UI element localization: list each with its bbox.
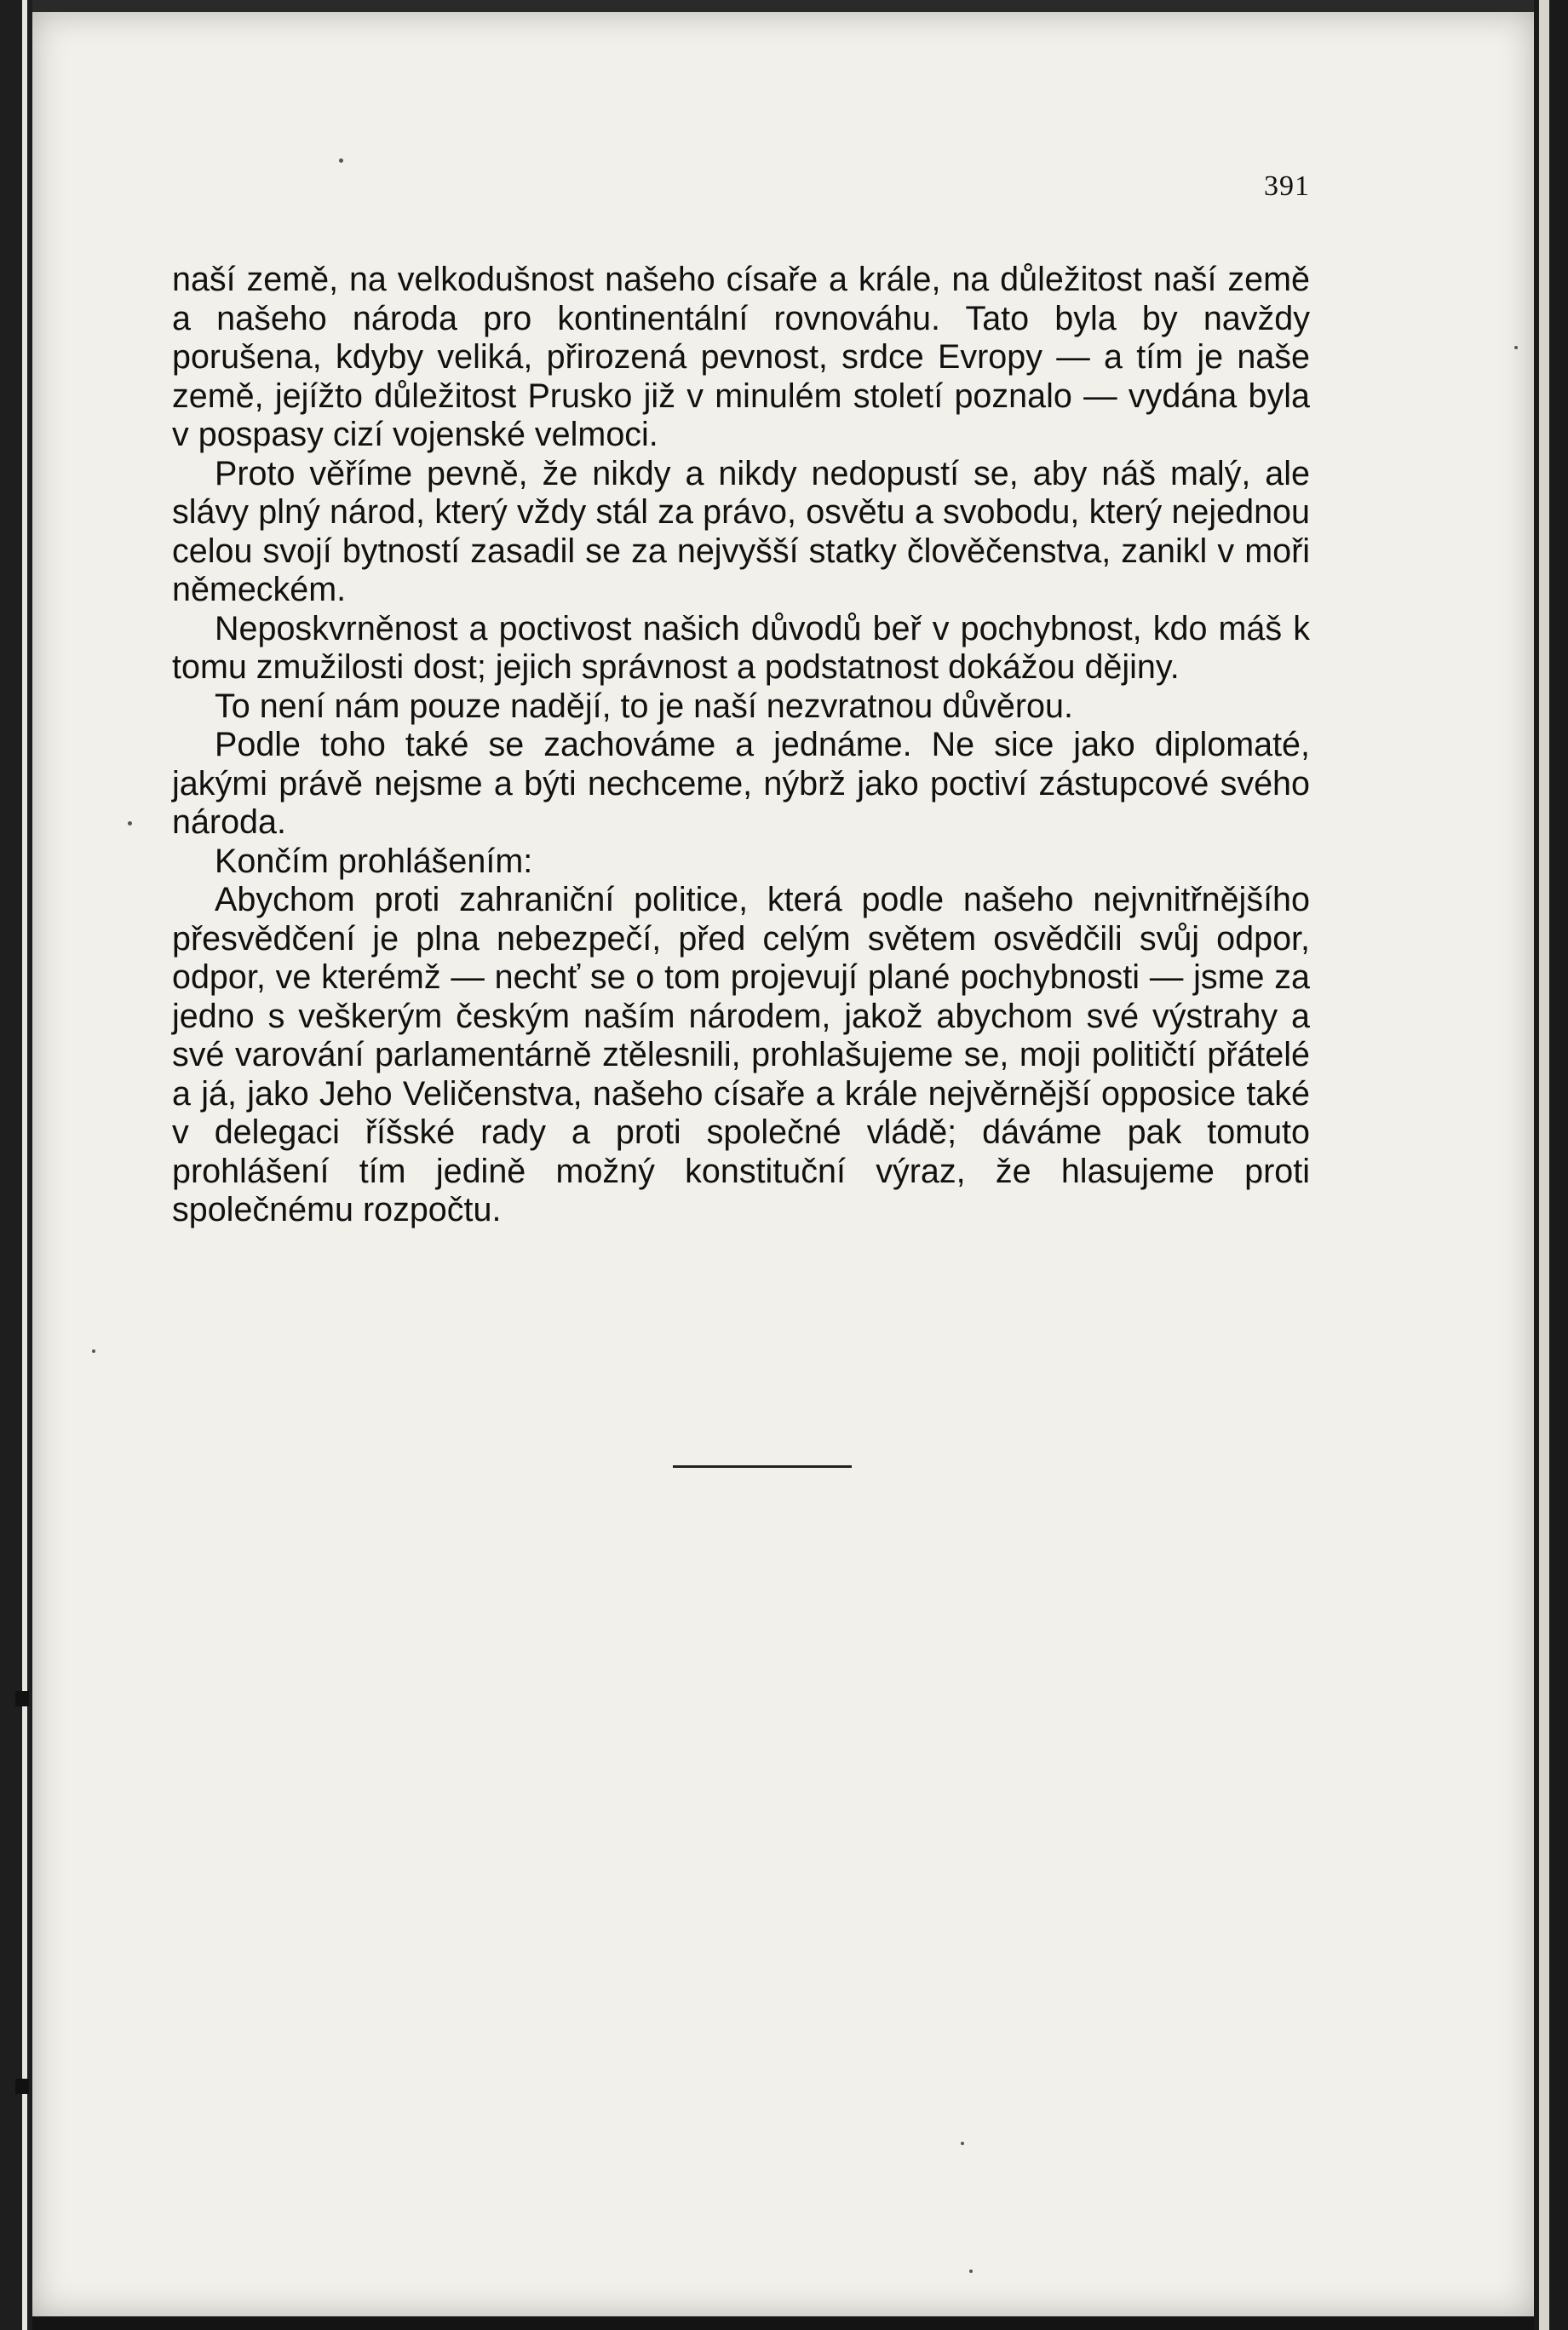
paper-speck	[92, 1349, 95, 1353]
left-binding-edge	[0, 0, 32, 2330]
paragraph: naší země, na velkodušnost našeho císaře a krále, na důležitost naší země a našeho národa pro kontinentální rovnováhu. Tato byla by navždy porušena, kdyby veliká, přirozená pevnost, srdce Evropy — a tím je naše země, jejížto důležitost Prusko již v minulém století poznalo — vydána byla v pospasy cizí vojenské velmoci.	[172, 261, 1310, 453]
right-scan-edge	[1534, 0, 1568, 2330]
paper-speck	[961, 2142, 964, 2145]
section-end-rule	[673, 1465, 852, 1468]
paragraph: Podle toho také se zachováme a jednáme. Ne sice jako diplomaté, jakými právě nejsme a býti nechceme, nýbrž jako poctiví zástupcové svého národa.	[172, 726, 1310, 841]
right-paper-strip	[1539, 0, 1549, 2330]
paper-speck	[128, 821, 132, 826]
paragraph: Proto věříme pevně, že nikdy a nikdy nedopustí se, aby náš malý, ale slávy plný národ, který vždy stál za právo, osvětu a svobodu, který nejednou celou svojí bytností zasadil se za nejvyšší statky člověčenstva, zanikl v moři německém.	[172, 454, 1310, 608]
body-text	[172, 261, 1310, 1230]
paper-speck	[969, 2270, 973, 2273]
paragraph: Neposkvrněnost a poctivost našich důvodů beř v pochybnost, kdo máš k tomu zmužilosti dost; jejich správnost a podstatnost dokážou dějiny.	[172, 609, 1310, 686]
top-scan-edge	[32, 0, 1534, 12]
paragraph: Abychom proti zahraniční politice, která podle našeho nejvnitřnějšího přesvědčení je plna nebezpečí, před celým světem osvědčili svůj odpor, odpor, ve kterémž — nechť se o tom projevují plané pochybnosti — jsme za jedno s veškerým českým naším národem, jakož abychom své výstrahy a své varování parlamentárně ztělesnili, prohlašujeme se, moji političtí přátelé a já, jako Jeho Veličenstva, našeho císaře a krále nejvěrnější opposice také v delegaci říšské rady a proti společné vládě; dáváme pak tomuto prohlášení tím jedině možný konstituční výraz, že hlasujeme proti společnému rozpočtu.	[172, 881, 1310, 1228]
binding-notch	[15, 2079, 29, 2094]
page-number: 391	[1264, 170, 1310, 202]
binding-notch	[15, 1691, 29, 1706]
binding-paper-strip	[22, 0, 27, 2330]
paragraph: To není nám pouze nadějí, to je naší nezvratnou důvěrou.	[215, 687, 1073, 725]
paper-speck	[339, 158, 343, 163]
paragraph: Končím prohlášením:	[215, 842, 533, 880]
paper-speck	[1514, 346, 1518, 349]
